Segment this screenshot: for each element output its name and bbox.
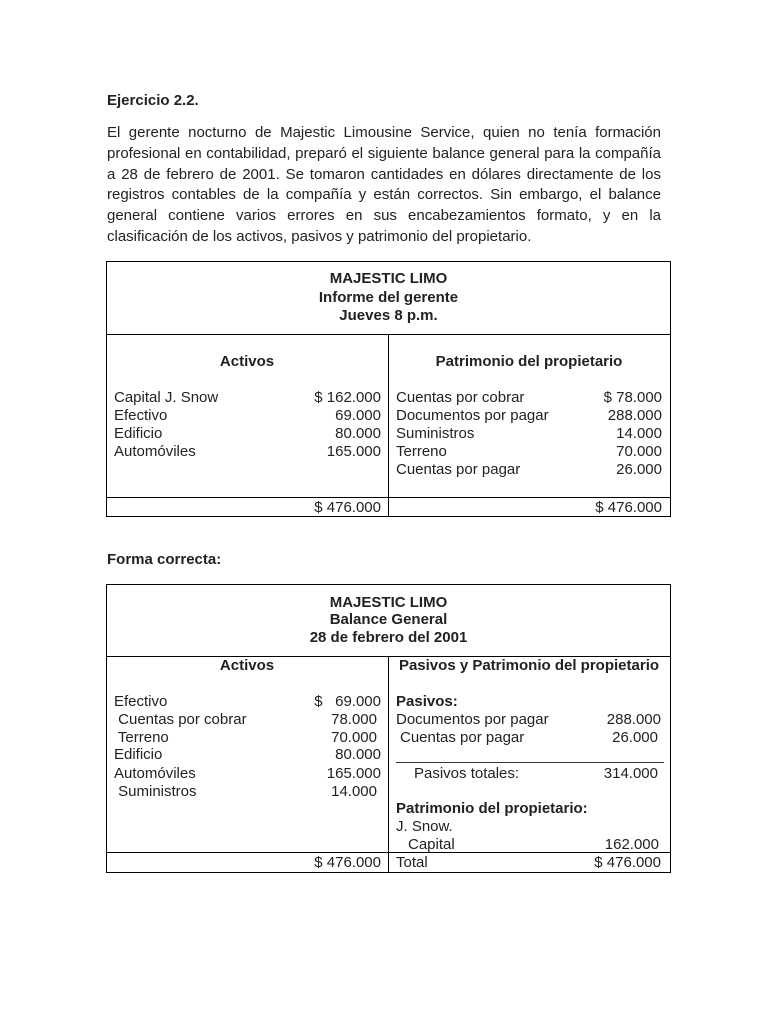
row-label: Suministros bbox=[396, 425, 475, 442]
correct-heading: Forma correcta: bbox=[107, 551, 222, 568]
row-label: Documentos por pagar bbox=[396, 711, 549, 728]
total-amount: $ 476.000 bbox=[595, 499, 662, 516]
report-date: Jueves 8 p.m. bbox=[339, 307, 438, 324]
row-amount: 70.000 bbox=[616, 443, 662, 460]
row-amount: 288.000 bbox=[607, 407, 662, 424]
row-amount: 80.000 bbox=[335, 425, 381, 442]
row-label: Capital J. Snow bbox=[114, 389, 219, 406]
equity-capital-amount: 162.000 bbox=[604, 836, 659, 853]
row-amount: 288.000 bbox=[606, 711, 661, 728]
total-amount: $ 476.000 bbox=[314, 499, 381, 516]
total-amount: $ 476.000 bbox=[314, 854, 381, 871]
total-amount: $ 476.000 bbox=[594, 854, 661, 871]
row-label: Edificio bbox=[114, 425, 163, 442]
row-label: Efectivo bbox=[114, 407, 168, 424]
row-label: Suministros bbox=[114, 783, 197, 800]
row-label: Terreno bbox=[396, 443, 447, 460]
row-amount: $ 78.000 bbox=[603, 389, 662, 406]
row-amount: 26.000 bbox=[616, 461, 662, 478]
row-label: Edificio bbox=[114, 746, 163, 763]
column-header-assets: Activos bbox=[219, 657, 275, 674]
row-amount: 14.000 bbox=[331, 783, 377, 800]
row-label: Cuentas por cobrar bbox=[114, 711, 247, 728]
column-header-equity: Patrimonio del propietario bbox=[435, 353, 623, 370]
total-liabilities-label: Pasivos totales: bbox=[414, 765, 520, 782]
subtotal-rule bbox=[396, 762, 664, 763]
column-header-liabilities-equity: Pasivos y Patrimonio del propietario bbox=[398, 657, 660, 674]
liabilities-heading: Pasivos: bbox=[396, 693, 458, 710]
report-title: MAJESTIC LIMO bbox=[329, 594, 448, 611]
total-liabilities-amount: 314.000 bbox=[603, 765, 658, 782]
row-amount: 165.000 bbox=[326, 765, 381, 782]
exercise-title: Ejercicio 2.2. bbox=[107, 92, 199, 109]
report-subtitle: Balance General bbox=[329, 611, 448, 628]
row-label: Documentos por pagar bbox=[396, 407, 549, 424]
row-amount: 69.000 bbox=[335, 407, 381, 424]
report-title: MAJESTIC LIMO bbox=[329, 270, 448, 287]
report-subtitle: Informe del gerente bbox=[318, 289, 459, 306]
row-label: Cuentas por pagar bbox=[396, 461, 521, 478]
row-label: Automóviles bbox=[114, 765, 196, 782]
row-amount: 26.000 bbox=[612, 729, 658, 746]
row-amount: 165.000 bbox=[326, 443, 381, 460]
row-amount: $ 69.000 bbox=[314, 693, 381, 710]
row-label: Efectivo bbox=[114, 693, 168, 710]
row-amount: 14.000 bbox=[616, 425, 662, 442]
equity-heading: Patrimonio del propietario: bbox=[396, 800, 588, 817]
equity-capital-label: Capital bbox=[408, 836, 455, 853]
row-label: Terreno bbox=[114, 729, 169, 746]
total-label: Total bbox=[396, 854, 428, 871]
row-amount: 70.000 bbox=[331, 729, 377, 746]
equity-owner: J. Snow. bbox=[396, 818, 453, 835]
row-label: Cuentas por pagar bbox=[400, 729, 525, 746]
row-label: Cuentas por cobrar bbox=[396, 389, 525, 406]
row-amount: 78.000 bbox=[331, 711, 377, 728]
row-amount: 80.000 bbox=[335, 746, 381, 763]
row-label: Automóviles bbox=[114, 443, 196, 460]
report-date: 28 de febrero del 2001 bbox=[309, 629, 468, 646]
divider bbox=[388, 656, 389, 873]
intro-paragraph: El gerente nocturno de Majestic Limousine Service, quien no tenía formación profesional en contabilidad, preparó el siguiente balance general para la compañía a 28 de febrero de 2001. Se tomaron cantidades en dólares directamente de los registros contables de la compañía y están correctos. Sin embargo, el balance general contiene varios errores en sus encabezamientos formato, y en la clasificación de los activos, pasivos y patrimonio del propietario. bbox=[107, 124, 661, 245]
row-amount: $ 162.000 bbox=[314, 389, 381, 406]
column-header-assets: Activos bbox=[219, 353, 275, 370]
